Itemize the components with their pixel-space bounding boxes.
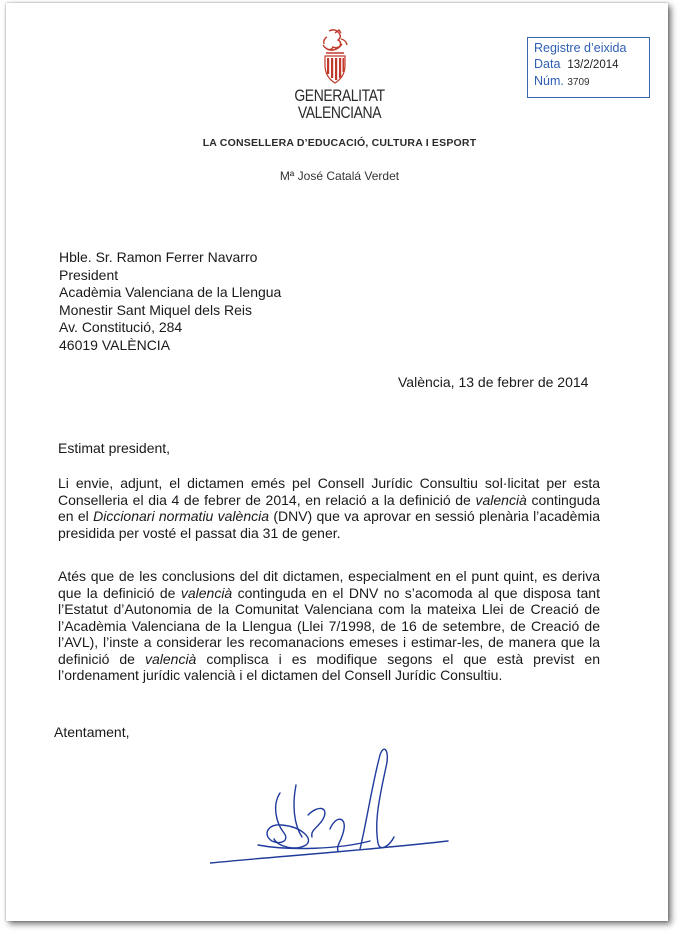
recipient-line: Acadèmia Valenciana de la Llengua — [59, 284, 282, 300]
recipient-line: Monestir Sant Miquel dels Reis — [59, 301, 252, 318]
generalitat-coat-of-arms-icon — [315, 27, 355, 87]
text-run: Li envie, adjunt, el dictamen emés pel Consell Jurídic Consultiu sol·licitat per esta Conselleria el dia 4 de febrer de 2014, en relació a la definició de — [58, 475, 600, 508]
closing-phrase: Atentament, — [54, 724, 130, 740]
stamp-date-value: 13/2/2014 — [567, 59, 619, 71]
stamp-date-label: Data — [534, 57, 561, 71]
italic-title: Diccionari normatiu valència — [93, 508, 270, 524]
stamp-number-value: 3709 — [567, 77, 590, 88]
org-name-line2: VALENCIANA — [297, 103, 382, 122]
signatory-name: Mª José Catalá Verdet — [279, 169, 400, 183]
text-run: Atés que de les conclusions del dit dictamen, especialment en el punt quint, es deriva que la definició de — [58, 568, 600, 601]
org-name-line1: GENERALITAT — [294, 86, 385, 105]
text-run: (DNV) que va aprovar en sessió plenària l’acadèmia presidida per vosté el passat dia 31 de gener. — [58, 508, 600, 541]
letter-date: València, 13 de febrer de 2014 — [398, 374, 589, 390]
stamp-number-label: Núm. — [534, 74, 564, 88]
recipient-line: President — [59, 266, 119, 283]
italic-term: valencià — [475, 491, 527, 508]
text-run: continguda en el DNV no s’acomoda al que disposa tant l’Estatut d’Autonomia de la Comunitat Valenciana com la mateixa Llei de Creació de l’Acadèmia Valenciana de la Llengua (Llei 7/1998, de 16 de setembre, de Creació de l’AVL), l’inste a considerar les recomanacions emeses i estimar-les, de manera que la definició de — [58, 584, 600, 667]
italic-term: valencià — [180, 584, 233, 601]
text-run: continguda en el — [58, 491, 600, 524]
salutation: Estimat president, — [58, 440, 171, 456]
exit-register-stamp — [527, 37, 650, 98]
recipient-line: Av. Constitució, 284 — [59, 319, 183, 335]
recipient-address — [59, 249, 281, 354]
italic-term: valencià — [144, 650, 197, 667]
body-paragraph-1 — [58, 475, 600, 541]
recipient-line: 46019 VALÈNCIA — [59, 336, 171, 353]
stamp-title: Registre d’eixida — [534, 41, 627, 55]
handwritten-signature-icon — [210, 745, 450, 875]
stamp-date-row — [534, 56, 649, 73]
stamp-number-row — [534, 73, 649, 91]
department-title: LA CONSELLERA D’EDUCACIÓ, CULTURA I ESPORT — [202, 137, 477, 149]
body-paragraph-2 — [58, 568, 600, 684]
text-run: complisca i es modifique segons el que està previst en l’ordenament jurídic valencià i el dictamen del Consell Jurídic Consultiu. — [58, 650, 600, 683]
recipient-line: Hble. Sr. Ramon Ferrer Navarro — [59, 249, 258, 265]
